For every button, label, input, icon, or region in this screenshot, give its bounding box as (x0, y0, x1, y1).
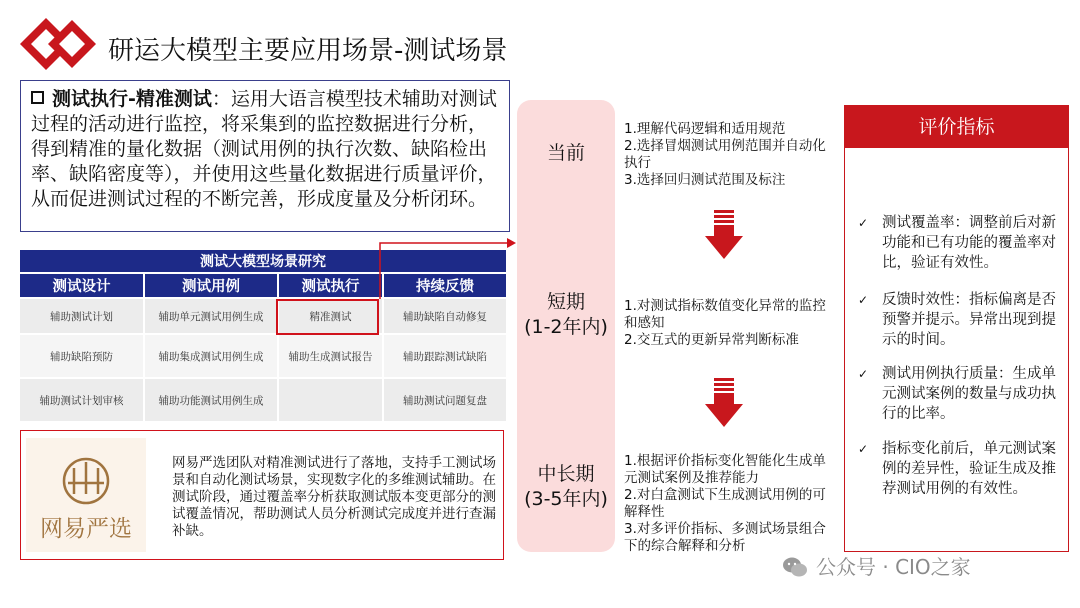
list-item: 2.选择冒烟测试用例范围并自动化执行 (624, 138, 826, 171)
column-header: 测试设计 (20, 274, 143, 297)
phase-items-short-term (624, 298, 839, 349)
table-cell: 辅助集成测试用例生成 (145, 335, 277, 377)
check-icon: ✓ (858, 442, 869, 456)
column-header: 持续反馈 (384, 274, 506, 297)
table-cell: 辅助测试问题复盘 (384, 379, 506, 421)
check-icon: ✓ (858, 293, 869, 307)
table-cell: 辅助生成测试报告 (279, 335, 382, 377)
page-title: 研运大模型主要应用场景-测试场景 (108, 36, 508, 66)
description-body: ：运用大语言模型技术辅助对测试过程的活动进行监控，将采集到的监控数据进行分析，得到精准的量化数据（测试用例的执行次数、缺陷检出率、缺陷密度等），并使用这些量化数据进行质量评价，从而促进测试过程的不断完善，形成度量及分析闭环。 (31, 88, 497, 210)
list-item: 3.对多评价指标、多测试场景组合下的综合解释和分析 (624, 521, 826, 554)
evaluation-item: ✓ 反馈时效性：指标偏离是否预警并提示。异常出现到提示的时间。 (858, 292, 1056, 348)
phase-label-short-term: 短期 (1-2年内) (524, 291, 608, 338)
check-icon: ✓ (858, 216, 869, 230)
case-description: 网易严选团队对精准测试进行了落地，支持手工测试场景和自动化测试场景，实现数字化的多维测试辅助。在测试阶段，通过覆盖率分析获取测试版本变更部分的测试覆盖情况，帮助测试人员分析测试完成度并进行查漏补缺。 (172, 455, 496, 539)
watermark: 公众号 · CIO之家 (782, 551, 971, 581)
evaluation-item: ✓ 测试用例执行质量：生成单元测试案例的数量与成功执行的比率。 (858, 366, 1056, 422)
column-header: 测试执行 (279, 274, 382, 297)
list-item: 3.选择回归测试范围及标注 (624, 172, 786, 188)
table-cell: 辅助测试计划 (20, 299, 143, 333)
list-item: 1.根据评价指标变化智能化生成单元测试案例及推荐能力 (624, 453, 826, 486)
table-cell: 辅助缺陷自动修复 (384, 299, 506, 333)
list-item: 1.对测试指标数值变化异常的监控和感知 (624, 298, 826, 331)
table-cell: 辅助跟踪测试缺陷 (384, 335, 506, 377)
phase-label-current: 当前 (546, 142, 585, 164)
phase-items-long-term (624, 453, 839, 555)
list-item: 2.交互式的更新异常判断标准 (624, 332, 799, 348)
table-cell: 辅助功能测试用例生成 (145, 379, 277, 421)
down-arrow-icon (704, 378, 744, 428)
phase-items-current (624, 121, 839, 189)
research-table-title: 测试大模型场景研究 (20, 250, 506, 272)
yanxuan-logo (26, 438, 146, 552)
list-item: 2.对白盒测试下生成测试用例的可解释性 (624, 487, 826, 520)
evaluation-item: ✓ 测试覆盖率：调整前后对新功能和已有功能的覆盖率对比，验证有效性。 (858, 215, 1056, 271)
down-arrow-icon (704, 210, 744, 260)
yanxuan-logo-icon (26, 438, 146, 552)
table-cell: 辅助单元测试用例生成 (145, 299, 277, 333)
phase-label-long-term: 中长期 (3-5年内) (524, 463, 608, 510)
evaluation-title: 评价指标 (845, 106, 1068, 148)
wechat-icon (782, 556, 808, 578)
table-cell-highlighted: 精准测试 (279, 299, 382, 333)
table-cell: 辅助测试计划审核 (20, 379, 143, 421)
column-header: 测试用例 (145, 274, 277, 297)
list-item: 1.理解代码逻辑和适用规范 (624, 121, 786, 137)
check-icon: ✓ (858, 367, 869, 381)
evaluation-item: ✓ 指标变化前后，单元测试案例的差异性，验证生成及推荐测试用例的有效性。 (858, 441, 1056, 497)
table-cell: 辅助缺陷预防 (20, 335, 143, 377)
description-heading: 测试执行-精准测试 (52, 88, 212, 110)
svg-text:网易严选: 网易严选 (40, 516, 132, 542)
